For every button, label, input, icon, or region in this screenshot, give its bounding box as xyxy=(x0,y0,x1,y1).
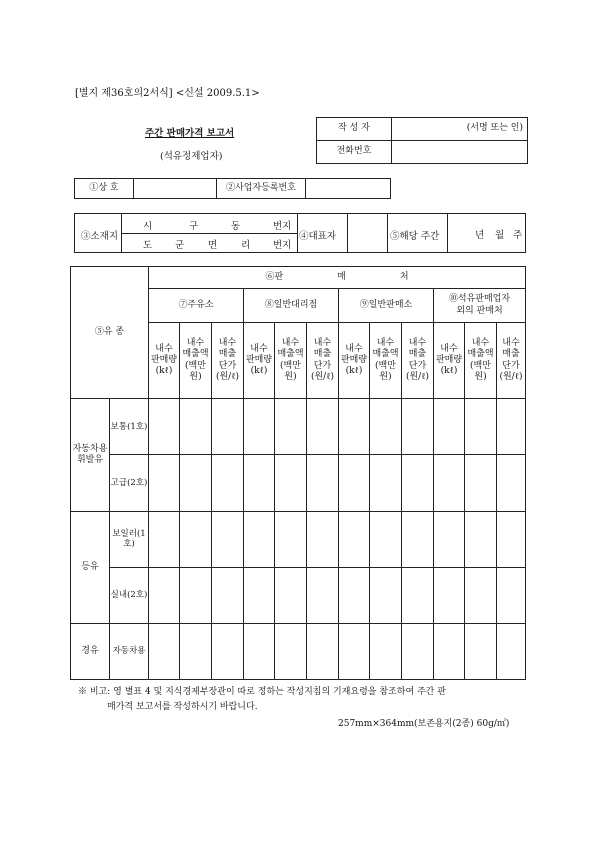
value-cell[interactable] xyxy=(339,455,370,511)
value-cell[interactable] xyxy=(307,623,339,679)
value-cell[interactable] xyxy=(180,623,212,679)
channel-general-agency: ⑧일반대리점 xyxy=(244,289,339,323)
value-cell[interactable] xyxy=(149,511,180,567)
value-cell[interactable] xyxy=(307,399,339,455)
col-amount-header: 내수 매출액 (백만원) xyxy=(180,323,212,399)
value-cell[interactable] xyxy=(465,511,497,567)
value-cell[interactable] xyxy=(275,567,307,623)
value-cell[interactable] xyxy=(465,455,497,511)
value-cell[interactable] xyxy=(212,399,244,455)
value-cell[interactable] xyxy=(180,511,212,567)
value-cell[interactable] xyxy=(434,455,465,511)
value-cell[interactable] xyxy=(402,623,434,679)
company-label: ①상 호 xyxy=(75,179,134,199)
channel-other: ⑩석유판매업자 외의 판매처 xyxy=(434,289,526,323)
value-cell[interactable] xyxy=(370,623,402,679)
channel-gas-station: ⑦주유소 xyxy=(149,289,244,323)
col-price-header: 내수 매출 단가 (원/ℓ) xyxy=(402,323,434,399)
fuel-grade-label: 보통(1호) xyxy=(110,399,149,455)
company-field[interactable] xyxy=(134,179,217,199)
value-cell[interactable] xyxy=(212,511,244,567)
company-row xyxy=(74,178,391,199)
table-row xyxy=(71,511,526,567)
signature-note: (서명 또는 인) xyxy=(466,123,523,134)
col-price-header: 내수 매출 단가 (원/ℓ) xyxy=(307,323,339,399)
form-title: 주간 판매가격 보고서 xyxy=(145,128,235,139)
value-cell[interactable] xyxy=(402,511,434,567)
fuel-grade-label: 고급(2호) xyxy=(110,455,149,511)
value-cell[interactable] xyxy=(212,455,244,511)
value-cell[interactable] xyxy=(370,511,402,567)
address-line-2[interactable]: 도 군 면 리 번지 xyxy=(143,240,292,251)
table-row xyxy=(71,567,526,623)
value-cell[interactable] xyxy=(307,455,339,511)
value-cell[interactable] xyxy=(434,567,465,623)
col-price-header: 내수 매출 단가 (원/ℓ) xyxy=(212,323,244,399)
channel-general-store: ⑨일반판매소 xyxy=(339,289,434,323)
value-cell[interactable] xyxy=(465,567,497,623)
value-cell[interactable] xyxy=(149,623,180,679)
phone-field[interactable] xyxy=(392,141,528,164)
value-cell[interactable] xyxy=(370,399,402,455)
value-cell[interactable] xyxy=(465,623,497,679)
col-qty-header: 내수 판매량 (kℓ) xyxy=(339,323,370,399)
writer-label: 작 성 자 xyxy=(317,118,392,141)
fuel-type-header: ⑤유 종 xyxy=(71,267,149,399)
table-row xyxy=(71,455,526,511)
value-cell[interactable] xyxy=(212,623,244,679)
value-cell[interactable] xyxy=(275,623,307,679)
paper-spec: 257mm×364mm(보존용지(2종) 60g/㎡) xyxy=(338,719,510,729)
value-cell[interactable] xyxy=(497,455,526,511)
address-label: ③소재지 xyxy=(81,231,119,242)
note-line-1: ※ 비고: 영 별표 4 및 지식경제부장관이 따로 정하는 작성지침의 기재요령을 참조하여 주간 판 xyxy=(78,687,446,697)
fuel-group-label: 경유 xyxy=(71,623,110,679)
note-line-2: 매가격 보고서를 작성하시기 바랍니다. xyxy=(107,702,258,712)
col-qty-header: 내수 판매량 (kℓ) xyxy=(149,323,180,399)
value-cell[interactable] xyxy=(244,399,275,455)
value-cell[interactable] xyxy=(434,511,465,567)
sales-channel-header: ⑥판 매 처 xyxy=(149,267,526,289)
week-label: ⑤해당 주간 xyxy=(390,231,440,242)
value-cell[interactable] xyxy=(497,399,526,455)
value-cell[interactable] xyxy=(307,567,339,623)
rep-label: ④대표자 xyxy=(299,231,337,242)
value-cell[interactable] xyxy=(244,623,275,679)
form-subtitle: (석유정제업자) xyxy=(160,151,223,162)
value-cell[interactable] xyxy=(339,623,370,679)
col-price-header: 내수 매출 단가 (원/ℓ) xyxy=(497,323,526,399)
col-qty-header: 내수 판매량 (kℓ) xyxy=(434,323,465,399)
value-cell[interactable] xyxy=(180,567,212,623)
value-cell[interactable] xyxy=(339,567,370,623)
sales-table xyxy=(70,266,526,680)
fuel-group-label: 자동차용 휘발유 xyxy=(71,399,110,511)
value-cell[interactable] xyxy=(180,455,212,511)
value-cell[interactable] xyxy=(307,511,339,567)
table-row xyxy=(71,623,526,679)
bizno-field[interactable] xyxy=(306,179,391,199)
value-cell[interactable] xyxy=(339,511,370,567)
value-cell[interactable] xyxy=(497,511,526,567)
value-cell[interactable] xyxy=(275,399,307,455)
signature-field[interactable] xyxy=(392,118,528,141)
value-cell[interactable] xyxy=(212,567,244,623)
value-cell[interactable] xyxy=(434,399,465,455)
phone-label: 전화번호 xyxy=(317,141,392,164)
value-cell[interactable] xyxy=(402,399,434,455)
address-line-1[interactable]: 시 구 동 번지 xyxy=(121,214,297,234)
value-cell[interactable] xyxy=(497,623,526,679)
col-qty-header: 내수 판매량 (kℓ) xyxy=(244,323,275,399)
fuel-grade-label: 실내(2호) xyxy=(110,567,149,623)
value-cell[interactable] xyxy=(402,567,434,623)
value-cell[interactable] xyxy=(497,567,526,623)
fuel-grade-label: 자동차용 xyxy=(110,623,149,679)
col-amount-header: 내수 매출액 (백만원) xyxy=(465,323,497,399)
form-number: [별지 제36호의2서식] <신설 2009.5.1> xyxy=(75,88,260,99)
address-row xyxy=(74,213,526,253)
value-cell[interactable] xyxy=(465,399,497,455)
col-amount-header: 내수 매출액 (백만원) xyxy=(370,323,402,399)
value-cell[interactable] xyxy=(339,399,370,455)
bizno-label: ②사업자등록번호 xyxy=(217,179,306,199)
fuel-grade-label: 보일러(1호) xyxy=(110,511,149,567)
value-cell[interactable] xyxy=(149,399,180,455)
value-cell[interactable] xyxy=(370,567,402,623)
value-cell[interactable] xyxy=(149,567,180,623)
table-row xyxy=(71,399,526,455)
value-cell[interactable] xyxy=(370,455,402,511)
value-cell[interactable] xyxy=(180,399,212,455)
rep-field[interactable] xyxy=(347,214,387,252)
value-cell[interactable] xyxy=(434,623,465,679)
value-cell[interactable] xyxy=(275,511,307,567)
fuel-group-label: 등유 xyxy=(71,511,110,623)
week-field[interactable]: 년 월 주 xyxy=(475,230,523,241)
value-cell[interactable] xyxy=(402,455,434,511)
value-cell[interactable] xyxy=(244,455,275,511)
value-cell[interactable] xyxy=(244,567,275,623)
col-amount-header: 내수 매출액 (백만원) xyxy=(275,323,307,399)
value-cell[interactable] xyxy=(149,455,180,511)
writer-box xyxy=(316,117,528,164)
value-cell[interactable] xyxy=(275,455,307,511)
value-cell[interactable] xyxy=(244,511,275,567)
